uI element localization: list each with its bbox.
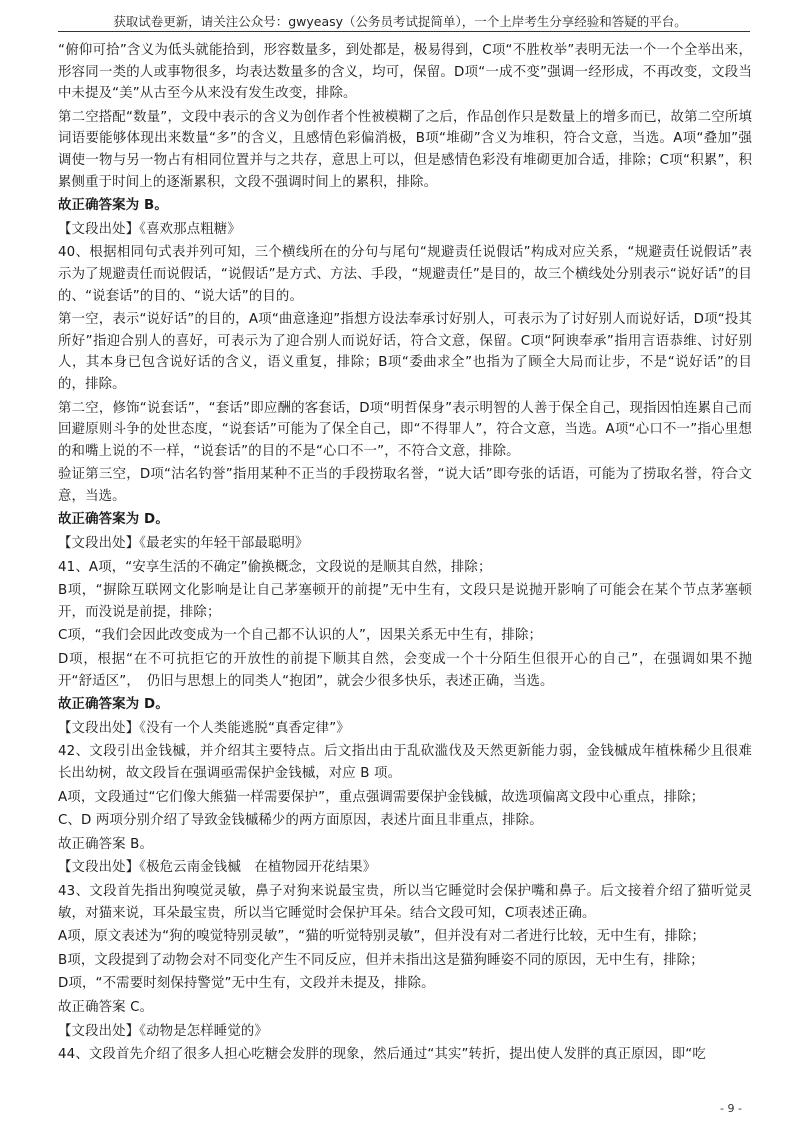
paragraph: A项，文段通过“它们像大熊猫一样需要保护”，重点强调需要保护金钱槭，故选项偏离文段中心重点，排除； [58, 789, 705, 805]
paragraph: 【文段出处】《极危云南金钱槭 在植物园开花结果》 [58, 860, 377, 876]
paragraph: B项，“摒除互联网文化影响是让自己茅塞顿开的前提”无中生有，文段只是说抛开影响了可能会在某个节点茅塞顿开，而没说是前提，排除； [58, 583, 752, 620]
page-header: 获取试卷更新，请关注公众号：gwyeasy（公务员考试捉简单），一个上岸考生分享经验和答疑的平台。 [113, 14, 687, 29]
answer-line: 故正确答案为 D。 [58, 512, 169, 528]
paragraph: 【文段出处】《没有一个人类能逃脱“真香定律”》 [58, 720, 350, 736]
paragraph: 故正确答案 B。 [58, 836, 153, 852]
paragraph: 44、文段首先介绍了很多人担心吃糖会发胖的现象，然后通过“其实”转折，提出使人发胖的真正原因，即“吃 [58, 1047, 706, 1063]
paragraph: 第二空，修饰“说套话”，“套话”即应酬的客套话，D项“明哲保身”表示明智的人善于保全自己，现指因怕连累自己而回避原则斗争的处世态度，“说套话”可能为了保全自己，即“不得罪人”，符合文意，当选。A项“心口不一”指心里想的和嘴上说的不一样，“说套话”的目的不是“心口不一”，不符合文意，排除。 [58, 400, 752, 459]
page-number: - 9 - [720, 1102, 742, 1115]
paragraph: 42、文段引出金钱槭，并介绍其主要特点。后文指出由于乱砍滥伐及天然更新能力弱，金钱槭成年植株稀少且很难长出幼树，故文段旨在强调亟需保护金钱槭，对应 B 项。 [58, 744, 752, 781]
paragraph: 【文段出处】《动物是怎样睡觉的》 [58, 1023, 268, 1039]
paragraph: C、D 两项分别介绍了导致金钱槭稀少的两方面原因，表述片面且非重点，排除。 [58, 813, 543, 829]
header-divider [58, 31, 750, 32]
paragraph: 第二空搭配“数量”，文段中表示的含义为创作者个性被模糊了之后，作品创作只是数量上的增多而已，故第二空所填词语要能够体现出来数量“多”的含义，且感情色彩偏消极，B项“堆砌”含义为堆积，符合文意，当选。A项“叠加”强调使一物与另一物占有相同位置并与之共存，意思上可以，但是感情色彩没有堆砌更加合适，排除；C项“积累”，积累侧重于时间上的逐渐累积，文段不强调时间上的累积，排除。 [58, 109, 752, 190]
document-body [58, 40, 752, 1068]
paragraph: 验证第三空，D项“沽名钓誉”指用某种不正当的手段捞取名誉，“说大话”即夸张的话语，可能为了捞取名誉，符合文意，当选。 [58, 467, 752, 504]
paragraph: A项，原文表述为“狗的嗅觉特别灵敏”，“猫的听觉特别灵敏”，但并没有对二者进行比较，无中生有，排除； [58, 929, 705, 945]
paragraph: 第一空，表示“说好话”的目的，A项“曲意逢迎”指想方设法奉承讨好别人，可表示为了讨好别人而说好话，D项“投其所好”指迎合别人的喜好，可表示为了迎合别人而说好话，符合文意，保留。C项“阿谀奉承”指用言语恭维、讨好别人，其本身已包含说好话的含义，语义重复，排除；B项“委曲求全”也指为了顾全大局而让步，不是“说好话”的目的，排除。 [58, 312, 752, 392]
answer-line: 故正确答案为 B。 [58, 198, 168, 214]
paragraph: D项，根据“在不可抗拒它的开放性的前提下顺其自然，会变成一个十分陌生但很开心的自己”，在强调如果不抛开“舒适区”， 仍旧与思想上的同类人“抱团”，就会少很多快乐，表述正确，当选。 [58, 652, 752, 689]
paragraph: 故正确答案 C。 [58, 999, 154, 1015]
paragraph: “俯仰可拾”含义为低头就能拾到，形容数量多，到处都是，极易得到，C项“不胜枚举”表明无法一个一个全举出来，形容同一类的人或事物很多，均表达数量多的含义，均可，保留。D项“一成不变”强调一经形成，不再改变，文段当中未提及“美”从古至今从来没有发生改变，排除。 [58, 43, 752, 102]
paragraph: B项，文段提到了动物会对不同变化产生不同反应，但并未指出这是猫狗睡姿不同的原因，无中生有，排除； [58, 952, 704, 968]
paragraph: 【文段出处】《喜欢那点粗糖》 [58, 221, 241, 237]
paragraph: D项，“不需要时刻保持警觉”无中生有，文段并未提及，排除。 [58, 976, 435, 992]
answer-line: 故正确答案为 D。 [58, 697, 169, 713]
paragraph: 43、文段首先指出狗嗅觉灵敏，鼻子对狗来说最宝贵，所以当它睡觉时会保护嘴和鼻子。后文接着介绍了猫听觉灵敏，对猫来说，耳朵最宝贵，所以当它睡觉时会保护耳朵。结合文段可知，C项表述正确。 [58, 883, 752, 921]
paragraph: 41、A项，“安享生活的不确定”偷换概念，文段说的是顺其自然，排除； [58, 559, 492, 575]
paragraph: C项，“我们会因此改变成为一个自己都不认识的人”，因果关系无中生有，排除； [58, 628, 543, 644]
paragraph: 40、根据相同句式表并列可知，三个横线所在的分句与尾句“规避责任说假话”构成对应关系，“规避责任说假话”表示为了规避责任而说假话，“说假话”是方式、方法、手段，“规避责任”是目的，故三个横线处分别表示“说好话”的目的、“说套话”的目的、“说大话”的目的。 [58, 245, 752, 304]
paragraph: 【文段出处】《最老实的年轻干部最聪明》 [58, 536, 309, 552]
